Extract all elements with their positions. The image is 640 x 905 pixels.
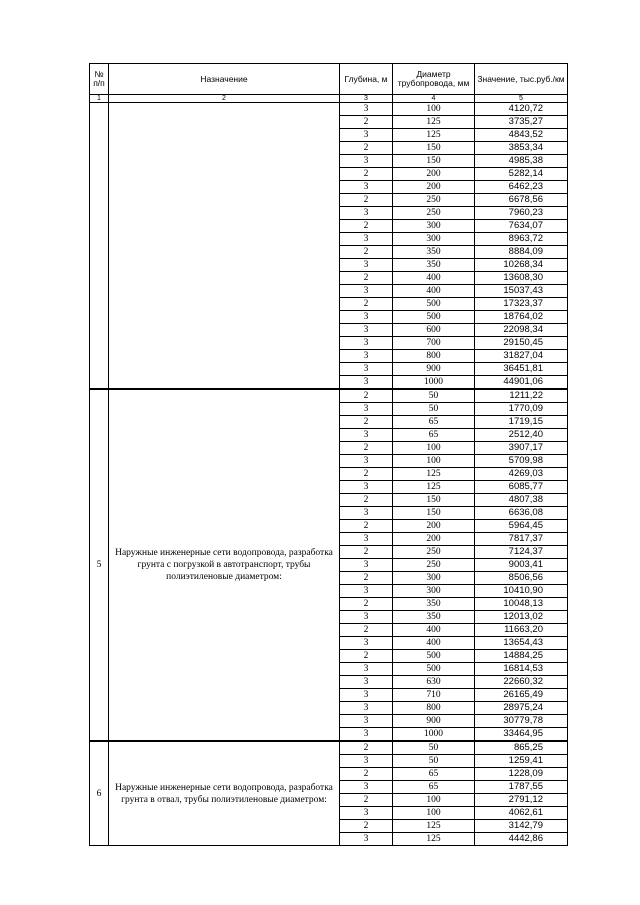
diameter-cell: 65 [393,781,475,794]
depth-cell: 2 [340,272,393,285]
value-cell: 4985,38 [475,155,568,168]
value-cell: 29150,45 [475,337,568,350]
diameter-cell: 200 [393,533,475,546]
depth-cell: 2 [340,298,393,311]
diameter-cell: 150 [393,507,475,520]
value-cell: 9003,41 [475,559,568,572]
table-row [90,389,568,403]
diameter-cell: 300 [393,220,475,233]
depth-cell: 3 [340,676,393,689]
depth-cell: 3 [340,376,393,390]
diameter-cell: 350 [393,259,475,272]
depth-cell: 2 [340,572,393,585]
depth-cell: 2 [340,650,393,663]
diameter-cell: 150 [393,155,475,168]
value-cell: 3907,17 [475,442,568,455]
depth-cell: 3 [340,103,393,116]
depth-cell: 3 [340,429,393,442]
value-cell: 4807,38 [475,494,568,507]
value-cell: 3735,27 [475,116,568,129]
column-index: 4 [393,95,475,103]
diameter-cell: 300 [393,572,475,585]
depth-cell: 2 [340,246,393,259]
diameter-cell: 400 [393,624,475,637]
value-cell: 865,25 [475,741,568,755]
depth-cell: 2 [340,820,393,833]
depth-cell: 3 [340,728,393,742]
depth-cell: 2 [340,768,393,781]
header-value: Значение, тыс.руб./км [475,64,568,95]
header-diameter: Диаметр трубопровода, мм [393,64,475,95]
depth-cell: 2 [340,116,393,129]
value-cell: 4442,86 [475,833,568,846]
depth-cell: 3 [340,455,393,468]
diameter-cell: 900 [393,715,475,728]
diameter-cell: 630 [393,676,475,689]
depth-cell: 2 [340,389,393,403]
value-cell: 15037,43 [475,285,568,298]
value-cell: 26165,49 [475,689,568,702]
value-cell: 8963,72 [475,233,568,246]
diameter-cell: 125 [393,820,475,833]
value-cell: 6462,23 [475,181,568,194]
diameter-cell: 65 [393,416,475,429]
diameter-cell: 300 [393,585,475,598]
diameter-cell: 500 [393,311,475,324]
value-cell: 2512,40 [475,429,568,442]
depth-cell: 3 [340,702,393,715]
diameter-cell: 100 [393,103,475,116]
column-index: 3 [340,95,393,103]
diameter-cell: 50 [393,755,475,768]
value-cell: 4062,61 [475,807,568,820]
diameter-cell: 100 [393,455,475,468]
value-cell: 1787,55 [475,781,568,794]
diameter-cell: 125 [393,833,475,846]
item-number: 6 [90,741,109,846]
value-cell: 28975,24 [475,702,568,715]
value-cell: 6636,08 [475,507,568,520]
value-cell: 14884,25 [475,650,568,663]
price-table [89,63,568,846]
value-cell: 10048,13 [475,598,568,611]
column-index-row [90,95,568,103]
depth-cell: 3 [340,129,393,142]
value-cell: 6085,77 [475,481,568,494]
diameter-cell: 150 [393,142,475,155]
value-cell: 4269,03 [475,468,568,481]
value-cell: 31827,04 [475,350,568,363]
table-body [90,64,568,846]
diameter-cell: 150 [393,494,475,507]
diameter-cell: 300 [393,233,475,246]
item-description [109,103,340,390]
value-cell: 36451,81 [475,363,568,376]
value-cell: 5964,45 [475,520,568,533]
depth-cell: 3 [340,403,393,416]
depth-cell: 3 [340,259,393,272]
column-index: 5 [475,95,568,103]
depth-cell: 3 [340,663,393,676]
value-cell: 10268,34 [475,259,568,272]
depth-cell: 2 [340,794,393,807]
diameter-cell: 250 [393,194,475,207]
document-page [89,63,567,860]
depth-cell: 2 [340,168,393,181]
depth-cell: 3 [340,715,393,728]
depth-cell: 2 [340,741,393,755]
diameter-cell: 200 [393,181,475,194]
depth-cell: 2 [340,468,393,481]
depth-cell: 3 [340,507,393,520]
depth-cell: 3 [340,781,393,794]
depth-cell: 3 [340,337,393,350]
value-cell: 3142,79 [475,820,568,833]
depth-cell: 3 [340,181,393,194]
diameter-cell: 500 [393,663,475,676]
header-purpose: Назначение [109,64,340,95]
depth-cell: 3 [340,585,393,598]
column-index: 1 [90,95,109,103]
value-cell: 30779,78 [475,715,568,728]
value-cell: 7960,23 [475,207,568,220]
depth-cell: 3 [340,324,393,337]
depth-cell: 3 [340,155,393,168]
diameter-cell: 500 [393,298,475,311]
value-cell: 4120,72 [475,103,568,116]
value-cell: 2791,12 [475,794,568,807]
item-description: Наружные инженерные сети водопровода, разработка грунта с погрузкой в автотранспорт, трубы полиэтиленовые диаметром: [109,389,340,741]
value-cell: 13654,43 [475,637,568,650]
depth-cell: 3 [340,481,393,494]
diameter-cell: 900 [393,363,475,376]
table-row [90,103,568,116]
value-cell: 5709,98 [475,455,568,468]
depth-cell: 3 [340,350,393,363]
value-cell: 5282,14 [475,168,568,181]
depth-cell: 3 [340,363,393,376]
diameter-cell: 400 [393,637,475,650]
diameter-cell: 125 [393,468,475,481]
table-row [90,741,568,755]
value-cell: 11663,20 [475,624,568,637]
column-index: 2 [109,95,340,103]
depth-cell: 3 [340,311,393,324]
diameter-cell: 400 [393,285,475,298]
diameter-cell: 200 [393,168,475,181]
depth-cell: 2 [340,598,393,611]
diameter-cell: 400 [393,272,475,285]
value-cell: 8884,09 [475,246,568,259]
depth-cell: 3 [340,233,393,246]
value-cell: 18764,02 [475,311,568,324]
diameter-cell: 50 [393,389,475,403]
value-cell: 6678,56 [475,194,568,207]
diameter-cell: 500 [393,650,475,663]
diameter-cell: 710 [393,689,475,702]
value-cell: 1228,09 [475,768,568,781]
header-row [90,64,568,95]
value-cell: 8506,56 [475,572,568,585]
value-cell: 1719,15 [475,416,568,429]
depth-cell: 3 [340,207,393,220]
diameter-cell: 800 [393,702,475,715]
diameter-cell: 50 [393,741,475,755]
item-number: 5 [90,389,109,741]
diameter-cell: 50 [393,403,475,416]
depth-cell: 2 [340,142,393,155]
depth-cell: 2 [340,624,393,637]
value-cell: 13608,30 [475,272,568,285]
diameter-cell: 600 [393,324,475,337]
diameter-cell: 1000 [393,376,475,390]
header-num: № п/п [90,64,109,95]
depth-cell: 3 [340,689,393,702]
depth-cell: 3 [340,285,393,298]
depth-cell: 3 [340,611,393,624]
item-description: Наружные инженерные сети водопровода, разработка грунта в отвал, трубы полиэтиленовые диаметром: [109,741,340,846]
value-cell: 7817,37 [475,533,568,546]
diameter-cell: 65 [393,768,475,781]
diameter-cell: 125 [393,129,475,142]
value-cell: 44901,06 [475,376,568,390]
diameter-cell: 250 [393,207,475,220]
diameter-cell: 350 [393,246,475,259]
depth-cell: 3 [340,533,393,546]
diameter-cell: 250 [393,546,475,559]
diameter-cell: 100 [393,794,475,807]
value-cell: 10410,90 [475,585,568,598]
value-cell: 1770,09 [475,403,568,416]
value-cell: 17323,37 [475,298,568,311]
diameter-cell: 1000 [393,728,475,742]
diameter-cell: 125 [393,481,475,494]
value-cell: 12013,02 [475,611,568,624]
header-depth: Глубина, м [340,64,393,95]
diameter-cell: 100 [393,442,475,455]
value-cell: 7124,37 [475,546,568,559]
depth-cell: 3 [340,559,393,572]
diameter-cell: 350 [393,611,475,624]
value-cell: 22660,32 [475,676,568,689]
depth-cell: 2 [340,520,393,533]
depth-cell: 2 [340,494,393,507]
depth-cell: 3 [340,833,393,846]
value-cell: 16814,53 [475,663,568,676]
diameter-cell: 700 [393,337,475,350]
value-cell: 22098,34 [475,324,568,337]
item-number [90,103,109,390]
value-cell: 1211,22 [475,389,568,403]
depth-cell: 3 [340,807,393,820]
depth-cell: 2 [340,416,393,429]
value-cell: 4843,52 [475,129,568,142]
value-cell: 3853,34 [475,142,568,155]
depth-cell: 3 [340,755,393,768]
diameter-cell: 65 [393,429,475,442]
depth-cell: 2 [340,220,393,233]
diameter-cell: 125 [393,116,475,129]
diameter-cell: 250 [393,559,475,572]
diameter-cell: 200 [393,520,475,533]
value-cell: 33464,95 [475,728,568,742]
value-cell: 7634,07 [475,220,568,233]
depth-cell: 2 [340,194,393,207]
depth-cell: 2 [340,546,393,559]
depth-cell: 2 [340,442,393,455]
diameter-cell: 800 [393,350,475,363]
value-cell: 1259,41 [475,755,568,768]
diameter-cell: 100 [393,807,475,820]
diameter-cell: 350 [393,598,475,611]
depth-cell: 3 [340,637,393,650]
